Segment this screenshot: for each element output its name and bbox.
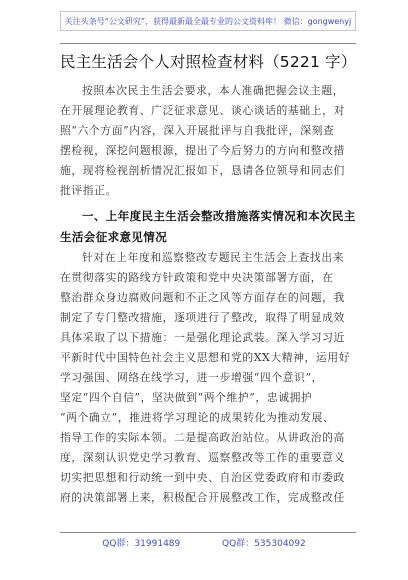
paragraph-line: “两个确立”，推进将学习理论的成果转化为推动发展、 (60, 411, 335, 424)
heading-line: 生活会征求意见情况 (60, 230, 168, 244)
paragraph-line: 切实把思想和行动统一到中央、自治区党委政府和市委政 (60, 471, 345, 484)
paragraph-line: 指导工作的实际本领。二是提高政治站位。从讲政治的高 (60, 431, 345, 444)
paragraph-line: 制定了专门整改措施，逐项进行了整改，取得了明显成效 (60, 311, 345, 324)
paragraph-line: 照“六个方面”内容，深入开展批评与自我批评，深刻查 (60, 124, 335, 137)
paragraph-line: 在开展理论教育、广泛征求意见、谈心谈话的基础上，对 (60, 104, 345, 117)
paragraph-intro (60, 81, 356, 201)
document-title: 民主生活会个人对照检查材料（5221 字） (60, 53, 357, 71)
qq-group-2[interactable]: QQ群：535304092 (222, 539, 306, 549)
paragraph-line: 施，现将检视剖析情况汇报如下，恳请各位领导和同志们 (60, 164, 345, 177)
section-heading (60, 206, 356, 248)
paragraph-line: 坚定“四个自信”，坚决做到“两个维护”，忠诚拥护 (60, 391, 313, 404)
paragraph-line: 府的决策部署上来，积极配合开展整改工作，完成整改任 (60, 491, 345, 504)
qq-group-1[interactable]: QQ群：31991489 (102, 539, 181, 549)
header-banner-text: 关注头条号“公文研究”，获得最新最全最专业的公文资料库！ 微信：gongwenyj (64, 16, 352, 26)
header-divider (60, 43, 356, 44)
header-banner[interactable] (60, 11, 356, 31)
footer-divider (60, 532, 356, 533)
paragraph-line: 批评指正。 (60, 184, 117, 197)
paragraph-line: 学习强国、网络在线学习，进一步增强“四个意识”， (60, 371, 323, 384)
paragraph-line: 摆检视，深挖问题根源，提出了今后努力的方向和整改措 (60, 144, 345, 157)
heading-line: 一、上年度民主生活会整改措施落实情况和本次民主 (82, 209, 356, 223)
paragraph-line: 针对在上年度和巡察整改专题民主生活会上查找出来 (82, 251, 345, 264)
paragraph-line: 在贯彻落实的路线方针政策和党中央决策部署方面，在 (60, 271, 334, 284)
paragraph-rectification (60, 248, 356, 508)
paragraph-line: 度，深刻认识党史学习教育、巡察整改等工作的重要意义 (60, 451, 345, 464)
paragraph-line: 按照本次民主生活会要求，本人准确把握会议主题， (82, 84, 345, 97)
paragraph-line: 平新时代中国特色社会主义思想和党的XX大精神，运用好 (60, 351, 351, 364)
footer-contacts (0, 536, 408, 549)
paragraph-line: 整治群众身边腐败问题和不正之风等方面存在的问题，我 (60, 291, 345, 304)
paragraph-line: 具体采取了以下措施：一是强化理论武装。深入学习习近 (60, 331, 345, 344)
